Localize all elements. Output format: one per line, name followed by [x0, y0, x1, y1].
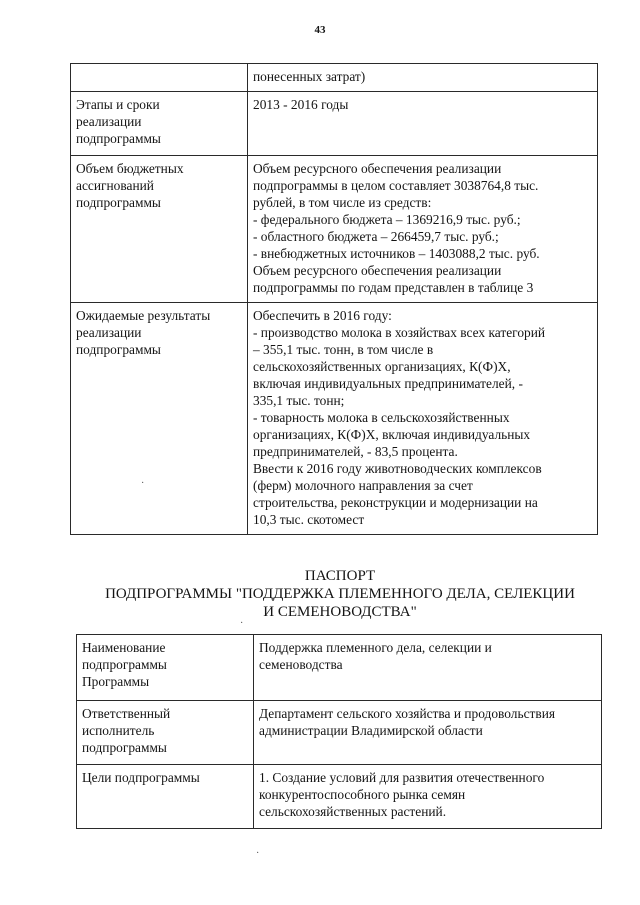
table-row: [71, 64, 598, 92]
row-value: 1. Создание условий для развития отечественного конкурентоспособного рынка семян сельскохозяйственных растений.: [254, 765, 602, 829]
row-label: Цели подпрограммы: [77, 765, 254, 829]
row-label: Ответственный исполнитель подпрограммы: [77, 701, 254, 765]
row-label: Этапы и сроки реализации подпрограммы: [71, 92, 248, 156]
heading-title: ПАСПОРТ: [304, 568, 376, 584]
row-value: Департамент сельского хозяйства и продовольствия администрации Владимирской области: [254, 701, 602, 765]
table-row: [77, 635, 602, 701]
row-label: [71, 64, 248, 92]
passport-heading: [80, 567, 600, 621]
passport-table-continued: [70, 63, 598, 535]
row-value: 2013 - 2016 годы: [248, 92, 598, 156]
passport-table-subprogram: [76, 634, 602, 829]
row-label: Объем бюджетных ассигнований подпрограммы: [71, 156, 248, 303]
scan-speck: ·: [240, 618, 244, 629]
table-row: [71, 303, 598, 535]
scan-speck: ·: [141, 478, 145, 489]
table-row: [77, 765, 602, 829]
heading-subtitle-cont: И СЕМЕНОВОДСТВА": [263, 604, 417, 620]
row-value: понесенных затрат): [248, 64, 598, 92]
row-label: Ожидаемые результаты реализации подпрограммы: [71, 303, 248, 535]
table-row: [71, 92, 598, 156]
heading-subtitle: ПОДПРОГРАММЫ "ПОДДЕРЖКА ПЛЕМЕННОГО ДЕЛА, СЕЛЕКЦИИ: [105, 586, 575, 602]
scan-speck: ·: [256, 848, 260, 859]
table-row: [77, 701, 602, 765]
row-value: Поддержка племенного дела, селекции и семеноводства: [254, 635, 602, 701]
table-row: [71, 156, 598, 303]
row-label: Наименование подпрограммы Программы: [77, 635, 254, 701]
page-number: 43: [314, 24, 326, 36]
row-value: Объем ресурсного обеспечения реализации подпрограммы в целом составляет 3038764,8 тыс. рублей, в том числе из средств: - федерального бюджета – 1369216,9 тыс. руб.; - областного бюджета – 266459,7 тыс. руб.; - внебюджетных источников – 1403088,2 тыс. руб. Объем ресурсного обеспечения реализации подпрограммы по годам представлен в таблице 3: [248, 156, 598, 303]
row-value: Обеспечить в 2016 году: - производство молока в хозяйствах всех категорий – 355,1 тыс. тонн, в том числе в сельскохозяйственных организациях, К(Ф)Х, включая индивидуальных предпринимателей, - 335,1 тыс. тонн; - товарность молока в сельскохозяйственных организациях, К(Ф)Х, включая индивидуальных предпринимателей, - 83,5 процента. Ввести к 2016 году животноводческих комплексов (ферм) молочного направления за счет строительства, реконструкции и модернизации на 10,3 тыс. скотомест: [248, 303, 598, 535]
